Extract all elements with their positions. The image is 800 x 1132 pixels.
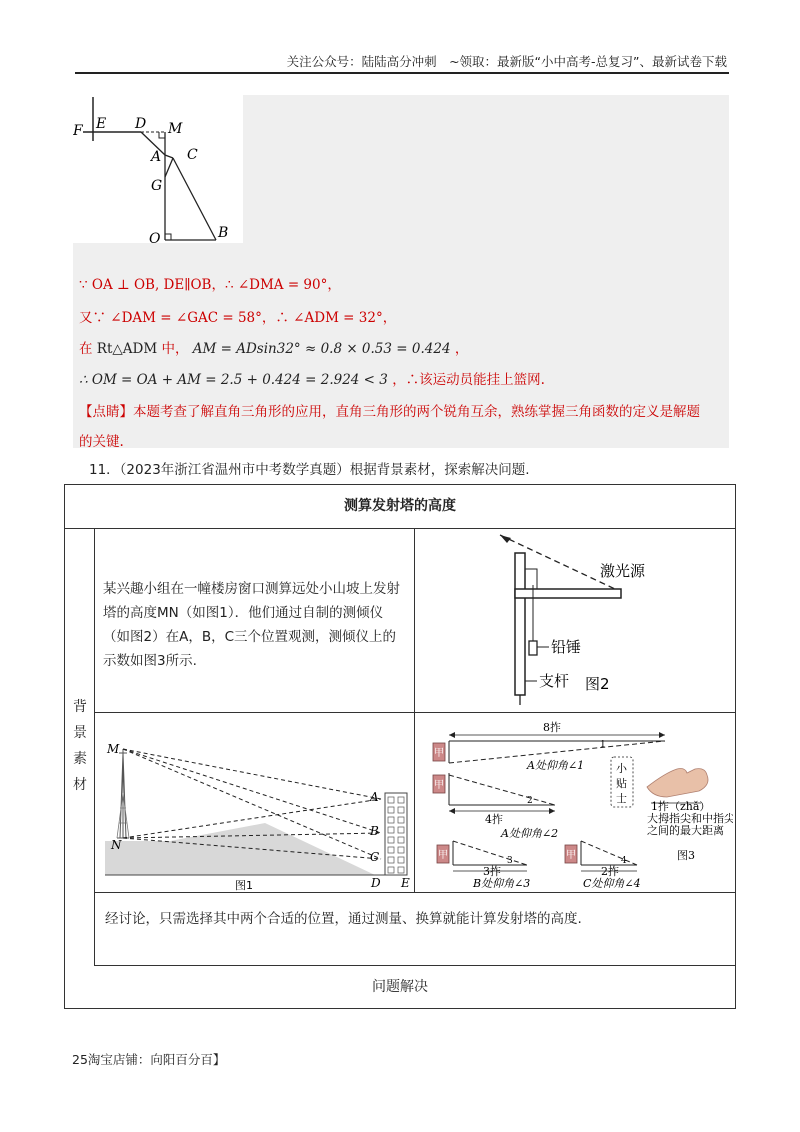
solution-block [73, 95, 729, 448]
line4-math: ∴ OM = OA + AM = 2.5 + 0.424 = 2.924 < 3 [79, 372, 388, 388]
line3-math1: Rt△ADM [96, 341, 158, 357]
fig3-dist-a2: 4拃 [485, 813, 503, 826]
fig3-zha: 1拃（zhǎ） [651, 800, 711, 813]
description-cell [95, 529, 415, 713]
fig2-laser-label: 激光源 [600, 562, 646, 580]
fig1-label-M: M [107, 742, 120, 756]
figure3 [415, 713, 733, 891]
side-char: 素 [73, 751, 87, 767]
label-G: G [151, 178, 163, 194]
solution-line-6: 的关键. [79, 434, 124, 450]
side-char: 材 [73, 777, 87, 793]
figure3-cell [415, 713, 735, 893]
side-label-cell [65, 529, 95, 966]
discussion-text: 经讨论，只需选择其中两个合适的位置，通过测量、换算就能计算发射塔的高度. [105, 911, 582, 927]
fig3-dist-a: 8拃 [543, 721, 561, 734]
fig3-dist-c: 2拃 [601, 865, 619, 878]
label-M: M [168, 121, 183, 137]
figure1-cell [95, 713, 415, 893]
fig3-mark: 甲 [434, 748, 444, 759]
fig3-label-c: C处仰角∠4 [583, 877, 641, 890]
line3-mid: 中， [161, 341, 189, 357]
fig1-label-N: N [111, 838, 122, 852]
fig1-label-A: A [370, 790, 379, 804]
fig3-angle-4: 4 [621, 856, 627, 866]
fig1-label-E: E [401, 876, 410, 890]
question-intro: 11．（2023年浙江省温州市中考数学真题）根据背景素材，探索解决问题. [89, 462, 530, 478]
fig3-sticker [611, 757, 633, 807]
sticker-char: 贴 [616, 777, 627, 790]
problem-table [64, 484, 736, 1009]
solution-line-3 [79, 337, 468, 357]
label-B: B [218, 225, 229, 241]
description-text: 某兴趣小组在一幢楼房窗口测算远处小山坡上发射塔的高度MN（如图1）．他们通过自制的测倾仪（如图2）在A，B，C三个位置观测，测倾仪上的示数如图3所示. [103, 581, 400, 669]
solution-line-1: ∵ OA ⊥ OB, DE∥OB，∴ ∠DMA = 90°， [79, 277, 341, 293]
label-A: A [151, 149, 162, 165]
fig3-label-a: A处仰角∠1 [527, 759, 585, 772]
fig2-plumb-label: 铅锤 [551, 638, 582, 656]
fig3-mark: 甲 [434, 780, 444, 791]
fig1-label-D: D [371, 876, 381, 890]
line3-suffix: ， [454, 341, 469, 357]
label-D: D [135, 116, 147, 132]
fig3-dist-b: 3拃 [483, 865, 501, 878]
fig3-angle-1: 1 [600, 740, 606, 750]
fig3-label-b: B处仰角∠3 [473, 877, 531, 890]
solution-line-4 [79, 368, 545, 388]
fig1-label-B: B [370, 824, 379, 838]
fig2-pole-label: 支杆 [539, 672, 570, 690]
fig3-angle-3: 3 [507, 856, 513, 866]
sticker-char: 小 [616, 762, 627, 775]
fig3-zha-desc1: 大拇指尖和中指尖 [647, 812, 733, 825]
fig1-caption: 图1 [235, 879, 253, 891]
solution-line-5: 【点睛】本题考查了解直角三角形的应用，直角三角形的两个锐角互余，熟练掌握三角函数的定义是解题 [79, 404, 700, 420]
fig3-panel-b [437, 841, 530, 890]
solution-figure [73, 95, 243, 243]
fig3-mark: 甲 [566, 850, 576, 861]
figure1 [95, 713, 413, 891]
fig3-panel-c [565, 841, 641, 890]
discussion-cell [95, 893, 735, 966]
label-O: O [149, 231, 161, 243]
figure2 [415, 529, 733, 711]
line3-prefix: 在 [79, 341, 93, 357]
label-F: F [73, 123, 83, 139]
fig3-caption: 图3 [677, 849, 695, 862]
fig2-caption: 图2 [585, 675, 610, 693]
hand-icon [647, 769, 708, 798]
side-label [71, 694, 89, 798]
side-char: 背 [73, 699, 87, 715]
solve-header: 问题解决 [372, 979, 428, 995]
header-rule [75, 72, 729, 74]
sticker-char: 士 [616, 792, 627, 805]
line4-suffix: ，∴该运动员能挂上篮网. [392, 372, 545, 388]
fig3-zha-desc2: 之间的最大距离 [647, 824, 724, 837]
fig3-panel-a2 [433, 773, 558, 840]
fig1-label-C: C [370, 850, 380, 864]
line3-math2: AM = ADsin32° ≈ 0.8 × 0.53 = 0.424 [192, 341, 451, 357]
fig3-mark: 甲 [438, 850, 448, 861]
fig3-angle-2: 2 [527, 796, 533, 806]
fig3-label-a2: A处仰角∠2 [501, 827, 559, 840]
label-C: C [187, 147, 198, 163]
label-E: E [96, 116, 107, 132]
table-title: 测算发射塔的高度 [65, 485, 735, 529]
solution-line-2: 又∵ ∠DAM = ∠GAC = 58°，∴ ∠ADM = 32°， [79, 310, 397, 326]
page-footer: 25淘宝店铺：向阳百分百】 [72, 1052, 226, 1067]
page-header: 关注公众号：陆陆高分冲刺 ~领取：最新版“小中高考-总复习”、最新试卷下载 [286, 54, 727, 69]
figure2-cell [415, 529, 735, 713]
side-char: 景 [73, 725, 87, 741]
